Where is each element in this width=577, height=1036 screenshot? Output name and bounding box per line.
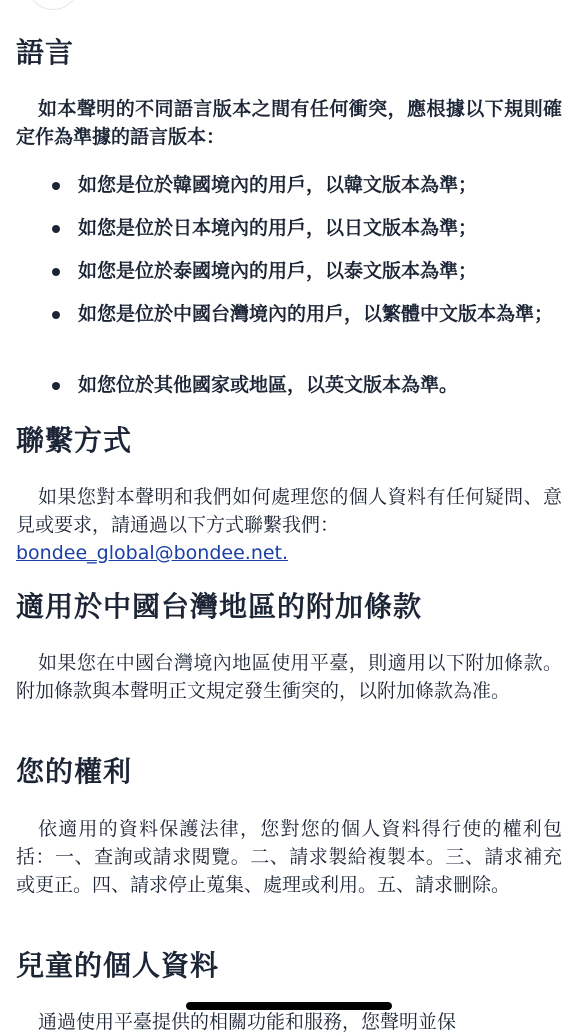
bullet-icon [52, 382, 60, 390]
list-item: 如您是位於日本境內的用戶，以日文版本為準； [16, 215, 562, 258]
section-title-children: 兒童的個人資料 [16, 949, 220, 982]
list-item: 如您是位於泰國境內的用戶，以泰文版本為準； [16, 258, 562, 301]
bullet-icon [52, 268, 60, 276]
section-title-language: 語言 [16, 36, 75, 69]
back-button[interactable] [27, 0, 79, 10]
section-title-rights: 您的權利 [16, 755, 133, 788]
contact-email-link[interactable]: bondee_global@bondee.net. [16, 542, 289, 564]
bullet-icon [52, 311, 60, 319]
list-item: 如您是位於中國台灣境內的用戶，以繁體中文版本為準； [16, 301, 562, 372]
contact-text: 如果您對本聲明和我們如何處理您的個人資料有任何疑問、意見或要求，請通過以下方式聯繫我們： bondee_global@bondee.net. [16, 486, 562, 564]
list-item: 如您位於其他國家或地區，以英文版本為準。 [16, 372, 562, 399]
list-item: 如您是位於韓國境內的用戶，以韓文版本為準； [16, 172, 562, 215]
home-indicator[interactable] [186, 1002, 392, 1010]
bullet-icon [52, 182, 60, 190]
section-title-contact: 聯繫方式 [16, 424, 133, 457]
children-text: 通過使用平臺提供的相關功能和服務，您聲明並保 [38, 1011, 457, 1033]
section-title-taiwan: 適用於中國台灣地區的附加條款 [16, 590, 423, 623]
language-intro: 如本聲明的不同語言版本之間有任何衝突，應根據以下規則確定作為準據的語言版本： [16, 98, 562, 148]
bullet-icon [52, 225, 60, 233]
taiwan-text: 如果您在中國台灣境內地區使用平臺，則適用以下附加條款。附加條款與本聲明正文規定發生衝突的，以附加條款為准。 [16, 652, 562, 702]
rights-text: 依適用的資料保護法律，您對您的個人資料得行使的權利包括：一、查詢或請求閱覽。二、請求製給複製本。三、請求補充或更正。四、請求停止蒐集、處理或利用。五、請求刪除。 [16, 818, 562, 896]
language-rules-list [16, 172, 562, 399]
